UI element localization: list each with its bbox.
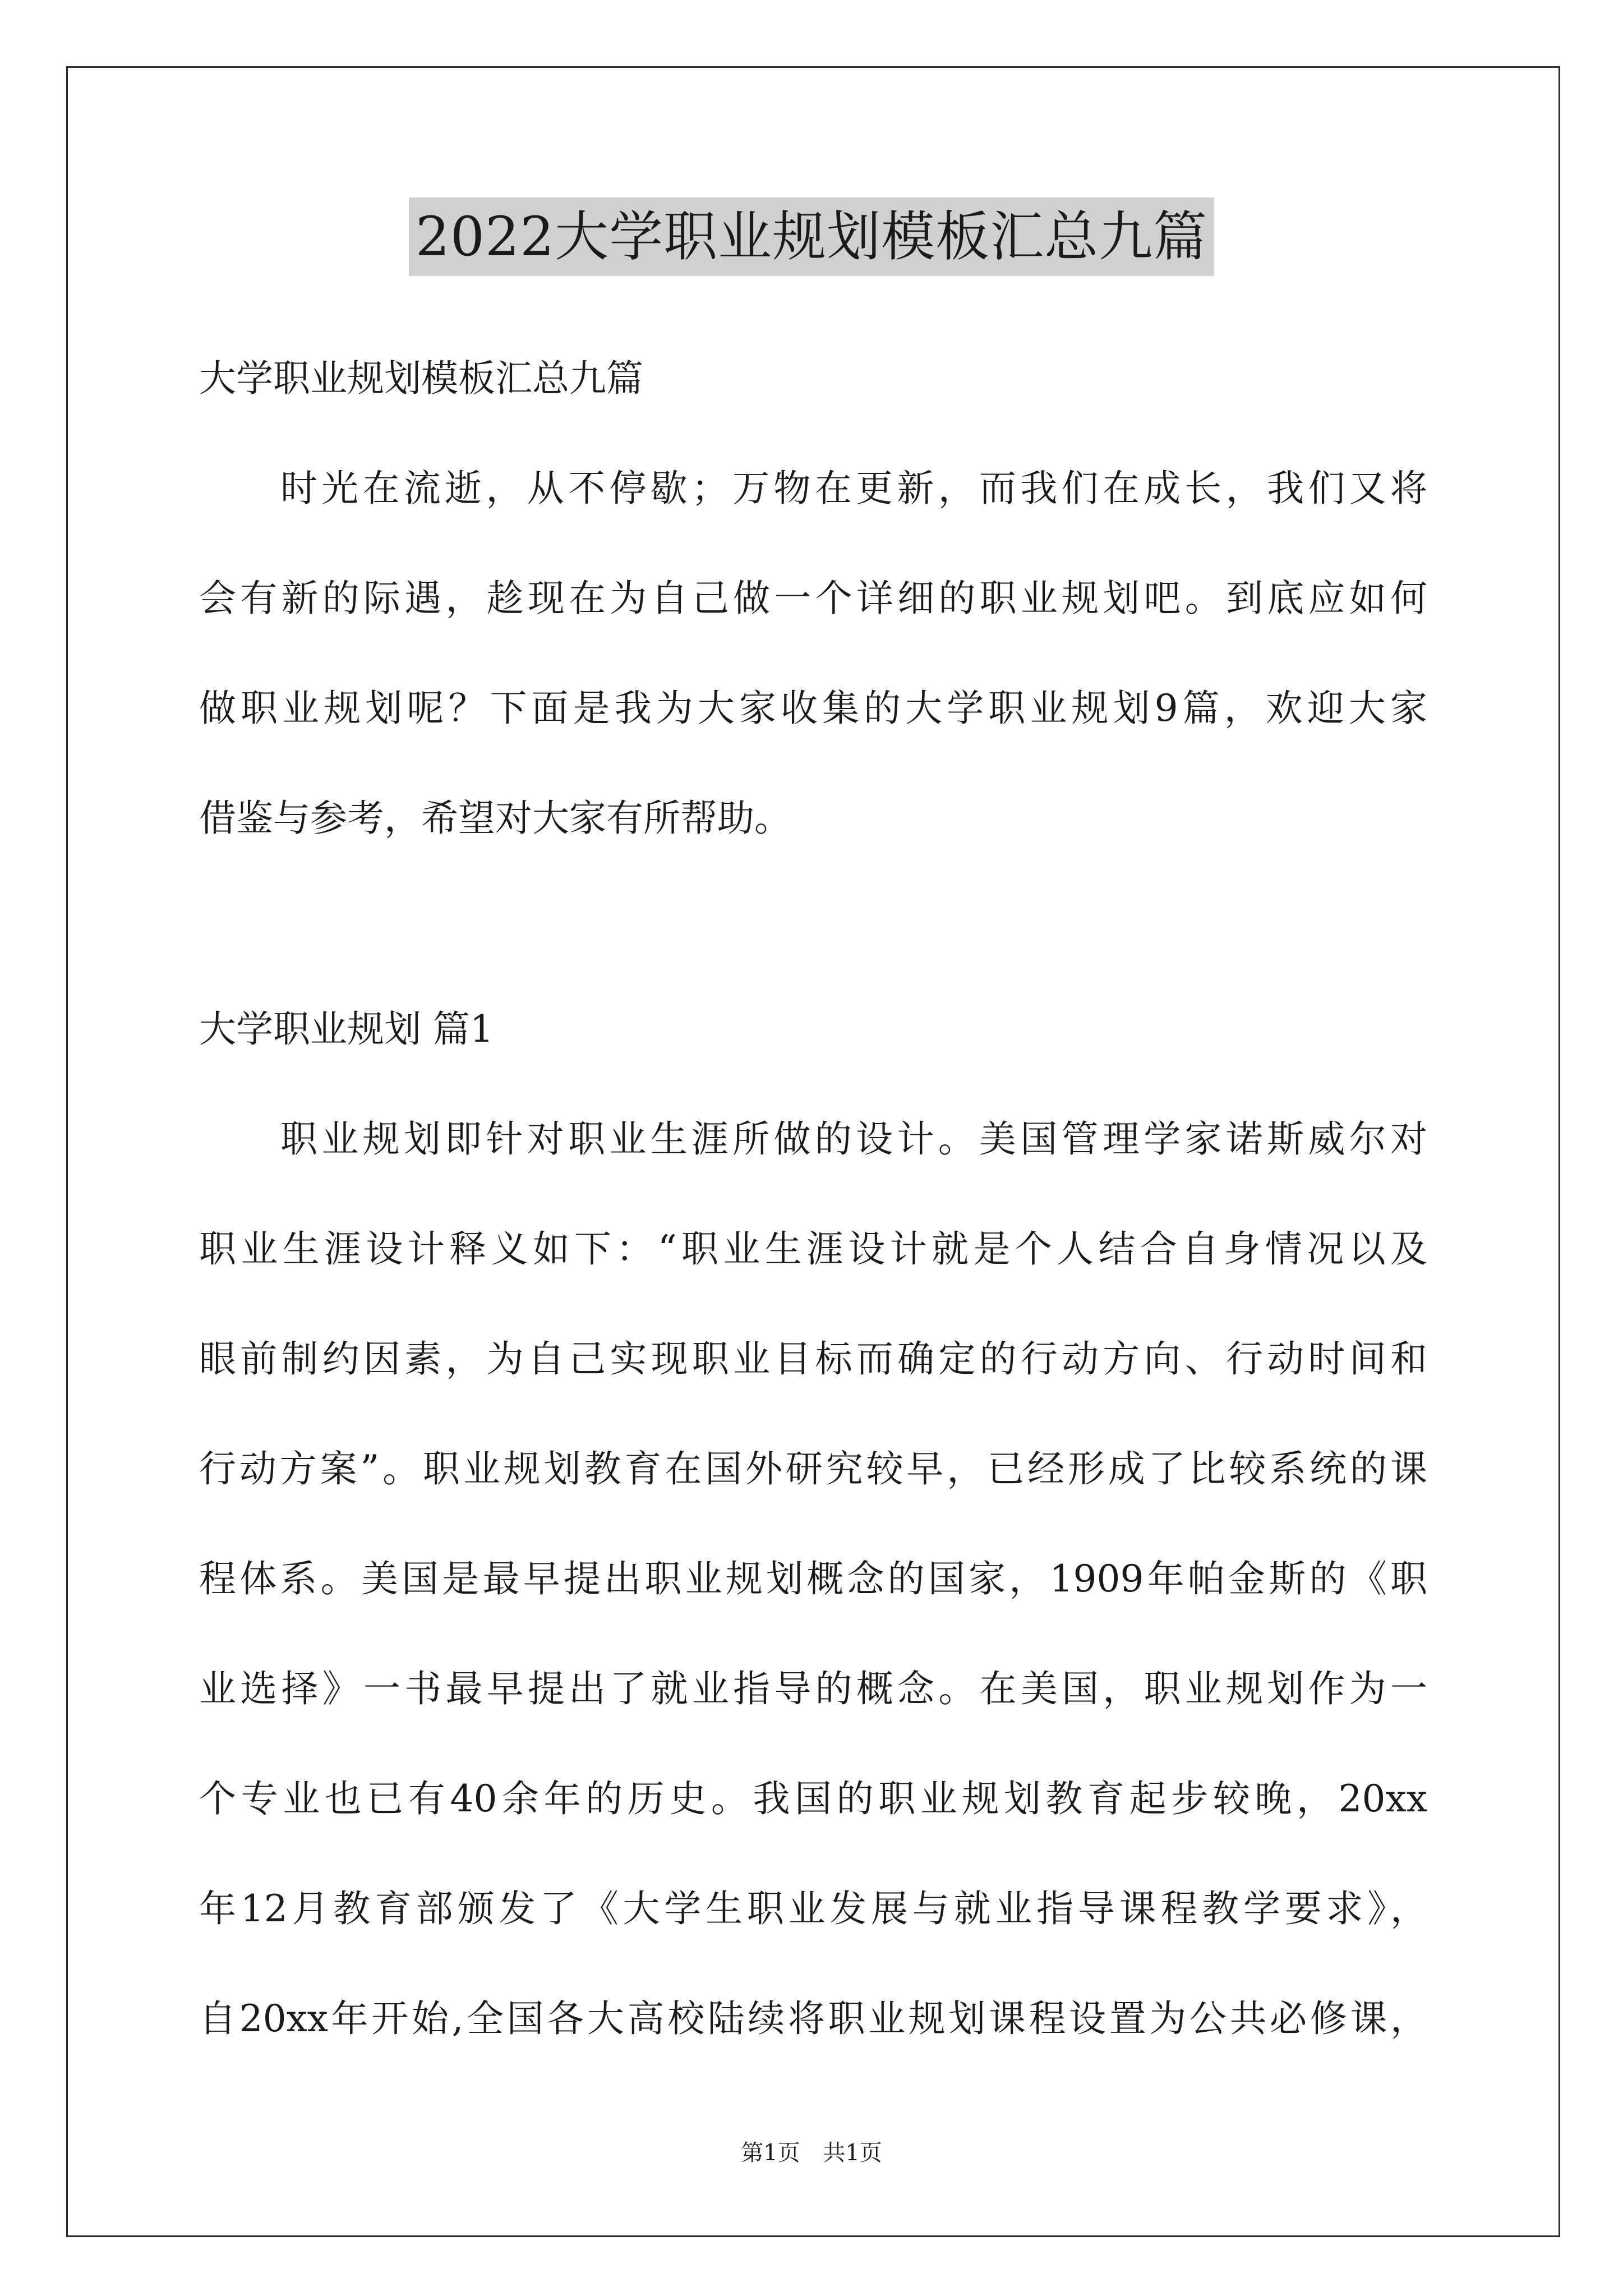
intro-line: 时光在流逝，从不停歇；万物在更新，而我们在成长，我们又将 — [280, 467, 1427, 510]
section-heading: 大学职业规划 篇1 — [199, 1007, 494, 1051]
section-line: 眼前制约因素，为自己实现职业目标而确定的行动方向、行动时间和 — [199, 1337, 1427, 1381]
section-line: 业选择》一书最早提出了就业指导的概念。在美国，职业规划作为一 — [199, 1667, 1427, 1710]
document-title: 2022大学职业规划模板汇总九篇 — [409, 197, 1214, 276]
section-line: 职业规划即针对职业生涯所做的设计。美国管理学家诺斯威尔对 — [280, 1117, 1427, 1161]
section-line: 自20xx年开始,全国各大高校陆续将职业规划课程设置为公共必修课， — [199, 1997, 1427, 2040]
intro-line: 会有新的际遇，趁现在为自己做一个详细的职业规划吧。到底应如何 — [199, 577, 1427, 620]
page-footer — [0, 2137, 1623, 2169]
section-line: 程体系。美国是最早提出职业规划概念的国家，1909年帕金斯的《职 — [199, 1557, 1427, 1600]
page-number: 第1页 — [741, 2140, 800, 2166]
page-total: 共1页 — [823, 2140, 882, 2166]
intro-line: 做职业规划呢？下面是我为大家收集的大学职业规划9篇，欢迎大家 — [199, 687, 1427, 730]
section-line: 个专业也已有40余年的历史。我国的职业规划教育起步较晚，20xx — [199, 1777, 1427, 1820]
section-line: 职业生涯设计释义如下：“职业生涯设计就是个人结合自身情况以及 — [199, 1227, 1427, 1271]
section-line: 年12月教育部颁发了《大学生职业发展与就业指导课程教学要求》， — [199, 1887, 1427, 1930]
section-line: 行动方案”。职业规划教育在国外研究较早，已经形成了比较系统的课 — [199, 1447, 1427, 1490]
document-subtitle: 大学职业规划模板汇总九篇 — [199, 357, 643, 400]
intro-line: 借鉴与参考，希望对大家有所帮助。 — [199, 797, 791, 840]
title-container — [0, 197, 1623, 276]
